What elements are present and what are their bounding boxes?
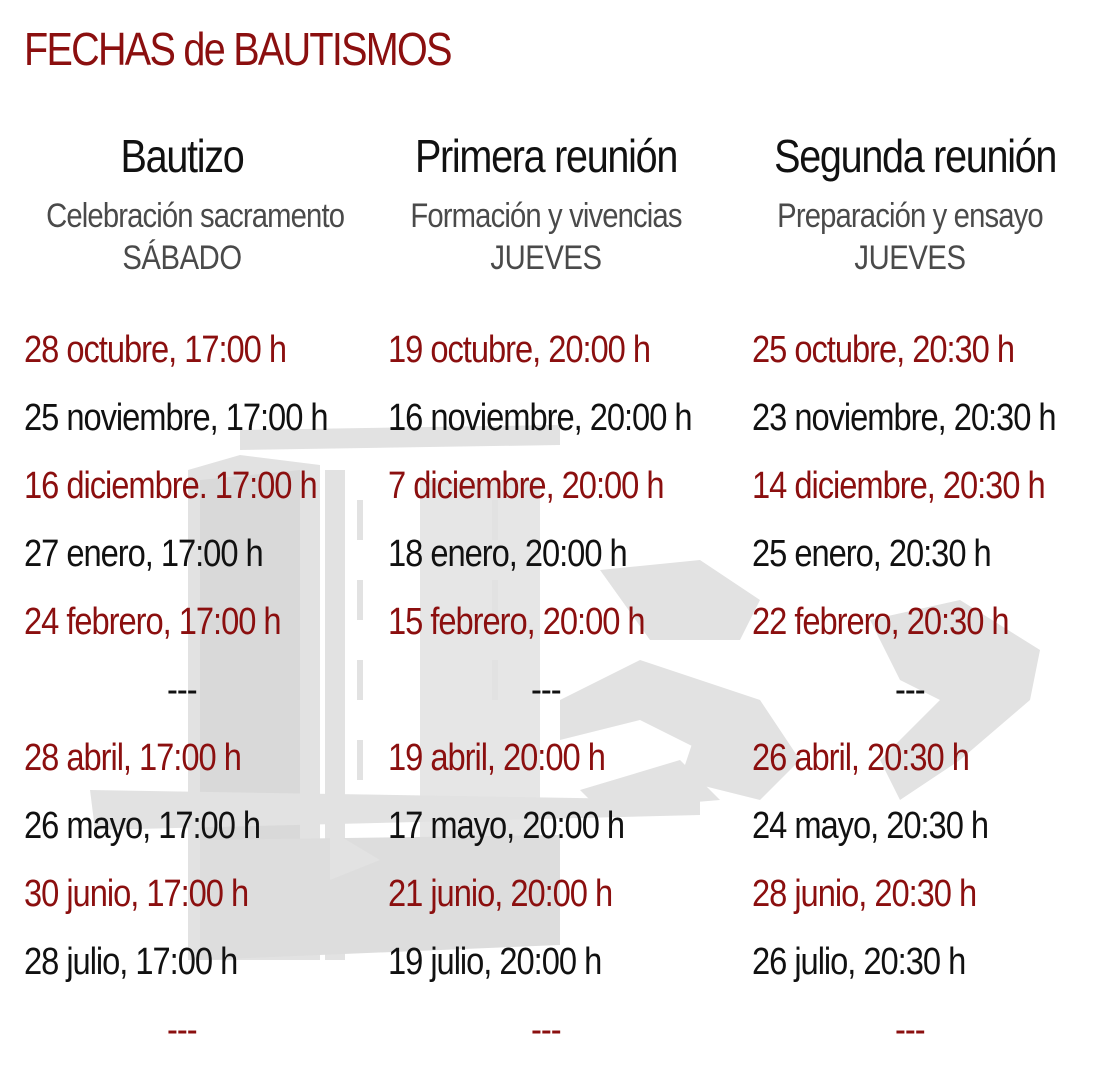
date-entry: 16 noviembre, 20:00 h — [388, 397, 692, 439]
column-subtitle: Celebración sacramento — [46, 197, 345, 235]
page-title: FECHAS de BAUTISMOS — [24, 23, 451, 75]
date-entry: 17 mayo, 20:00 h — [388, 805, 625, 847]
column-title: Bautizo — [120, 130, 244, 182]
column-segunda-reunion — [752, 0, 1112, 1086]
date-entry: 26 abril, 20:30 h — [752, 737, 969, 779]
date-entry: 18 enero, 20:00 h — [388, 533, 627, 575]
date-entry: 23 noviembre, 20:30 h — [752, 397, 1056, 439]
date-entry: 28 julio, 17:00 h — [24, 941, 238, 983]
date-entry: 22 febrero, 20:30 h — [752, 601, 1009, 643]
date-entry: 7 diciembre, 20:00 h — [388, 465, 664, 507]
column-header — [24, 128, 345, 277]
separator-dashes: --- — [167, 1009, 197, 1051]
date-entry: 14 diciembre, 20:30 h — [752, 465, 1045, 507]
date-entry: 26 mayo, 17:00 h — [24, 805, 261, 847]
date-entry: 24 febrero, 17:00 h — [24, 601, 281, 643]
column-subtitle: Formación y vivencias — [410, 197, 682, 235]
date-entry: 24 mayo, 20:30 h — [752, 805, 989, 847]
date-entry: 25 enero, 20:30 h — [752, 533, 991, 575]
separator-dashes: --- — [531, 1009, 561, 1051]
column-weekday: JUEVES — [854, 239, 966, 277]
date-entry: 27 enero, 17:00 h — [24, 533, 263, 575]
date-entry: 21 junio, 20:00 h — [388, 873, 613, 915]
column-weekday: JUEVES — [490, 239, 602, 277]
date-entry: 19 octubre, 20:00 h — [388, 329, 651, 371]
column-header — [752, 128, 1068, 276]
date-entry: 15 febrero, 20:00 h — [388, 601, 645, 643]
date-entry: 28 abril, 17:00 h — [24, 737, 241, 779]
date-list — [24, 320, 391, 1068]
column-title: Segunda reunión — [774, 130, 1057, 182]
date-entry: 28 junio, 20:30 h — [752, 873, 977, 915]
date-entry: 25 noviembre, 17:00 h — [24, 397, 328, 439]
date-list — [388, 320, 755, 1068]
date-entry: 19 julio, 20:00 h — [388, 941, 602, 983]
date-entry: 19 abril, 20:00 h — [388, 737, 605, 779]
column-header — [388, 128, 704, 276]
date-entry: 25 octubre, 20:30 h — [752, 329, 1015, 371]
column-weekday: SÁBADO — [122, 239, 242, 277]
date-entry: 16 diciembre. 17:00 h — [24, 465, 317, 507]
column-primera-reunion — [388, 0, 748, 1086]
separator-dashes: --- — [167, 669, 197, 711]
date-entry: 28 octubre, 17:00 h — [24, 329, 287, 371]
separator-dashes: --- — [895, 1009, 925, 1051]
date-entry: 30 junio, 17:00 h — [24, 873, 249, 915]
date-entry: 26 julio, 20:30 h — [752, 941, 966, 983]
date-list — [752, 320, 1113, 1068]
column-bautizo — [24, 0, 384, 1086]
column-title: Primera reunión — [414, 130, 678, 182]
column-subtitle: Preparación y ensayo — [777, 197, 1043, 235]
separator-dashes: --- — [531, 669, 561, 711]
separator-dashes: --- — [895, 669, 925, 711]
